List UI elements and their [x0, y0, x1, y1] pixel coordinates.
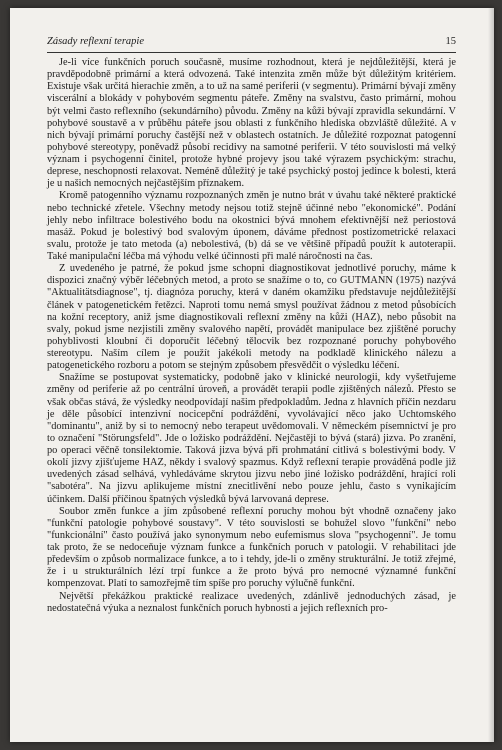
paragraph: Je-li více funkčních poruch současně, musíme rozhodnout, která je nejdůležitější, která je pravděpodobně primární a která odvozená. Také intenzita změn může být důležitým kritériem. Existuje však určitá hierachie změn, a to už na samé periferii (v segmentu). Primární bývají změny viscerální a blokády v pohybovém segmentu páteře. Změny na svalstvu, často primární, mohou být velmi často reflexního (sekundárního) původu. Změny na kůži bývají zpravidla sekundární. V pohybové soustavě a v průběhu páteře jsou oblasti z funkčního hlediska obzvláště důležité. A v nich bývají primární poruchy častější než v oblastech ostatních. Je důležité rozpoznat patogenní pohybové stereotypy, poněvadž působí recidivy na samotné periferii. V této souvislosti má velký význam i psychogenní činitel, protože hybné projevy jsou také výrazem psychickým: strachu, deprese, neschopnosti relaxovat. Neméně důležitý je také psychický postoj jedince k bolesti, která je u našich nemocných nejčastějším příznakem. — [47, 57, 456, 190]
paragraph: Soubor změn funkce a jím způsobené reflexní poruchy mohou být vhodně označeny jako "funkční patologie pohybové soustavy". V této souvislosti se bohužel slovo "funkční" nebo "funkcionální" často používá jako synonymum nebo eufemismus slova "psychogenní". Je tomu tak proto, že se nedoceňuje význam funkce a funkčních poruch v patologii. V rehabilitaci jde především o způsob normalizace funkce, a to i tehdy, jde-li o změny strukturální. Je totiž zřejmé, že i u strukturálních lézí trpí funkce a že proto bývá pro nemocné významné funkční kompenzovat. Platí to samozřejmě tím spíše pro poruchy výlučně funkční. — [47, 505, 456, 590]
header-rule — [47, 52, 456, 53]
paragraph: Snažíme se postupovat systematicky, podobně jako v klinické neurologii, kdy vyšetřujeme změny od periferie až po centrální úroveň, a provádět terapii podle zjištěných nálezů. Přesto se však občas stává, že výsledky neodpovídají našim předpokladům. Jedna z hlavních příčin nezdaru je děle působící intenzivní nocicepční podráždění, vyvolávající něco jako Uchtomského "dominantu", aniž by si to nemocný nebo terapeut uvědomovali. V německém písemnictví je pro to označení "Störungsfeld". Jde o ložisko podráždění. Nejčastěji to bývá (stará) jizva. Po zranění, po operaci věčně tonsilektomie. Taková jizva bývá při prohmatání citlivá s bolestivými body. V okolí jizvy zjišťujeme HAZ, někdy i svalový spazmus. Když reflexní terapie prováděná podle již uvedených zásad selhává, vyhledáváme skrytou jizvu nebo jiné ložisko podráždění, hrající roli "sabotéra". Na jizvu aplikujeme místní znecitlivění nebo pouze jehlu, často s vynikajícím účinkem. Další příčinou špatných výsledků bývá larvovaná deprese. — [47, 372, 456, 505]
book-page — [10, 8, 494, 742]
body-text — [47, 57, 456, 615]
paragraph: Kromě patogenního významu rozpoznaných změn je nutno brát v úvahu také některé praktické nebo technické zřetele. Všechny metody nejsou totiž stejně účinné nebo "ekonomické". Podání jehly nebo infiltrace bolestivého bodu na okostnici bývá mnohem efektivnější než periostová masáž. Pokud je bolestivý bod svalovým úponem, dáváme přednost postizometrické relaxaci svalu, protože je tato metoda (a) nebolestivá, (b) dá se ve většině případů použít k autoterapii. Také manipulační léčba má výhodu velké účinnosti při malé náročnosti na čas. — [47, 190, 456, 262]
paragraph: Největší překážkou praktické realizace uvedených, zdánlivě jednoduchých zásad, je nedostatečná výuka a neznalost funkčních poruch hybnosti a jejich reflexních pro- — [47, 590, 456, 614]
chapter-title: Zásady reflexní terapie — [47, 36, 145, 47]
page-number: 15 — [445, 36, 456, 47]
paragraph: Z uvedeného je patrné, že pokud jsme schopni diagnostikovat jednotlivé poruchy, máme k dispozici značný výběr léčebných metod, a proto se snažíme o to, co GUTMANN (1975) nazývá "Aktualitätsdiagnose", tj. diagnóza poruchy, která v daném okamžiku představuje nejdůležitější článek v patogenetickém řetězci. Naproti tomu nemá smysl používat žádnou z metod působících na kožní receptory, aniž jsme diagnostikovali reflexní změny na kůži (HAZ), nebo působit na svaly, pokud jsme nezjistili změny svalového napětí, provádět manipulace bez zjištěné poruchy pohyblivosti kloubní či doporučit léčebný tělocvik bez rozpoznané poruchy pohybového stereotypu. Naším cílem je použít jakékoli metody na podkladě klinického nálezu a patogenetického rozboru a potom se stejným způsobem přesvědčit o výsledku léčení. — [47, 263, 456, 372]
page-edge-shadow — [488, 8, 494, 742]
running-header — [47, 36, 456, 52]
